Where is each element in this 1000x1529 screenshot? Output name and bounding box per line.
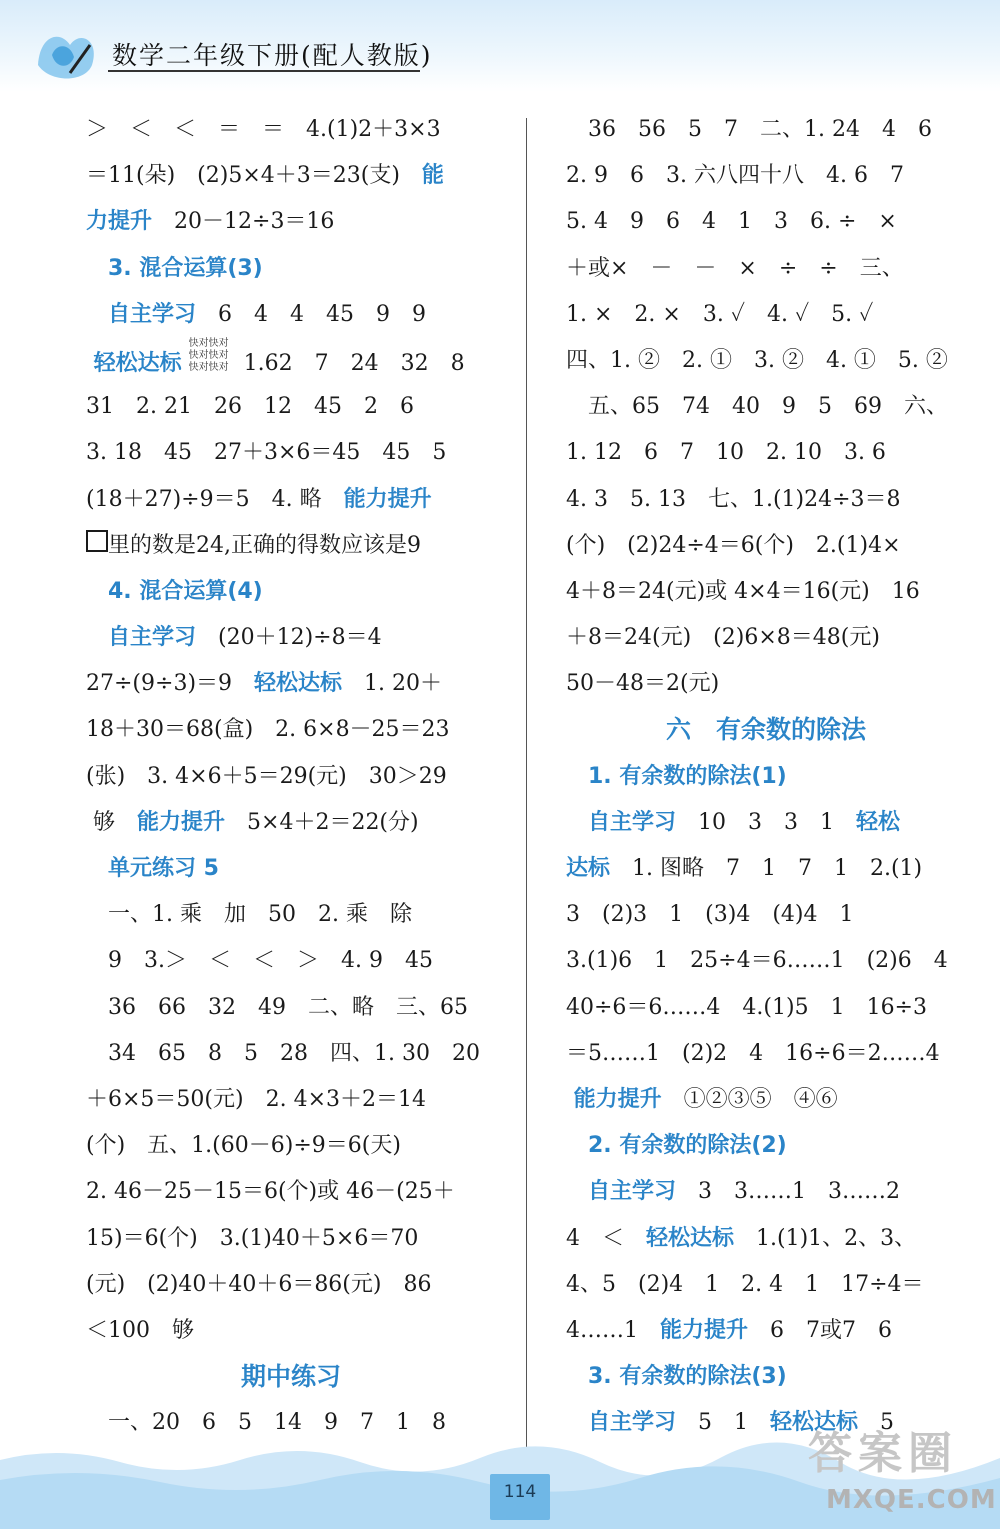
answer-text: 9 3.＞ ＜ ＜ ＞ 4. 9 45 [86,948,433,974]
answer-line [566,246,966,292]
answer-line [86,1308,496,1354]
answer-text: 四、1. ② 2. ① 3. ② 4. ① 5. ② [566,347,948,373]
answer-text: 10 3 3 1 [676,809,857,835]
section-tag: 自主学习 [86,301,197,327]
answer-text: (20＋12)÷8＝4 [196,625,382,651]
answer-text: ＝11(朵) (2)5×4＋3＝23(支) [86,163,422,189]
answer-line [86,1262,496,1308]
section-tag: 自主学习 [566,809,677,835]
answer-line [566,985,966,1031]
answer-text: ＝5……1 (2)2 4 16÷6＝2……4 [566,1040,940,1066]
answer-line [86,985,496,1031]
answer-line [566,707,966,753]
answer-line [566,1262,966,1308]
answer-text: (张) 3. 4×6＋5＝29(元) 30＞29 [86,763,447,789]
answer-line [566,661,966,707]
unit-heading: 六 有余数的除法 [665,715,866,745]
answer-line [86,199,496,245]
answer-line [566,107,966,153]
title-underline [108,70,420,72]
lesson-heading: 3. 有余数的除法(3) [566,1364,787,1390]
answer-line [86,800,496,846]
stamp-note: 快对快对快对快对快对快对 [188,337,229,373]
answer-line [86,1354,496,1400]
answer-text: 5. 4 9 6 4 1 3 6. ÷ × [566,209,897,235]
section-tag: 轻松达标 [770,1410,859,1436]
section-tag: 轻松达标 [646,1225,735,1251]
answer-text: 3 (2)3 1 (3)4 (4)4 1 [566,902,854,928]
answer-text: 4＋8＝24(元)或 4×4＝16(元) 16 [566,578,920,604]
answer-text: (个) 五、1.(60－6)÷9＝6(天) [86,1133,401,1159]
answer-text: 1.62 7 24 32 8 [236,350,465,376]
answer-text: 27÷(9÷3)＝9 [86,671,255,697]
answer-text: 3 3……1 3……2 [676,1179,901,1205]
section-tag: 能力提升 [343,486,432,512]
answer-line [86,107,496,153]
answer-line [566,615,966,661]
answer-line [86,1077,496,1123]
answer-line [566,523,966,569]
answer-text: 1. 20＋ [342,671,443,697]
answer-line [86,615,496,661]
answer-text: ＋6×5＝50(元) 2. 4×3＋2＝14 [86,1086,426,1112]
lesson-heading: 1. 有余数的除法(1) [566,763,787,789]
answer-line [86,246,496,292]
answer-line [566,1354,966,1400]
answer-text: 34 65 8 5 28 四、1. 30 20 [86,1040,480,1066]
section-tag: 自主学习 [86,625,197,651]
answer-line [566,477,966,523]
answer-text: 五、65 74 40 9 5 69 六、 [566,394,948,420]
answer-line [86,938,496,984]
answer-text: 6 7或7 6 [748,1317,893,1343]
answer-text [182,351,189,376]
answer-text: 40÷6＝6……4 4.(1)5 1 16÷3 [566,994,927,1020]
answer-line [566,892,966,938]
answer-text: 4……1 [566,1317,660,1343]
section-tag: 轻松 [856,809,901,835]
section-tag: 能 [421,163,444,189]
answer-line [566,338,966,384]
answer-line [566,199,966,245]
answer-text: 2. 46－25－15＝6(个)或 46－(25＋ [86,1179,455,1205]
answer-text: 31 2. 21 26 12 45 2 6 [86,394,414,420]
answer-line [566,846,966,892]
section-tag: 能力提升 [660,1317,749,1343]
answer-line [566,938,966,984]
watermark-logo-text: 答案圈 [808,1428,958,1479]
answer-line [566,1031,966,1077]
section-tag: 力提升 [86,209,153,235]
answer-line [86,1031,496,1077]
section-tag: 能力提升 [137,809,226,835]
answer-text: 36 66 32 49 二、略 三、65 [86,994,468,1020]
answer-line [86,477,496,523]
answer-text: ①②③⑤ ④⑥ [661,1086,838,1112]
answer-line [566,1123,966,1169]
answer-line [86,1123,496,1169]
answer-line [86,1169,496,1215]
answer-text: 1. 图略 7 1 7 1 2.(1) [610,856,923,881]
answer-line [566,430,966,476]
answer-text: 1. × 2. × 3. ✓ 4. ✓ 5. ✓ [566,301,874,327]
answer-line [566,754,966,800]
unit-heading: 期中练习 [240,1362,341,1392]
section-tag: 能力提升 [566,1086,662,1112]
answer-line [86,153,496,199]
answer-text: (18＋27)÷9＝5 4. 略 [86,486,344,512]
answer-text: 一、1. 乘 加 50 2. 乘 除 [86,902,412,928]
answer-text: 50－48＝2(元) [566,671,720,697]
lesson-heading: 3. 混合运算(3) [86,255,263,281]
left-answer-column [86,107,496,1446]
lesson-heading: 单元练习 5 [86,856,219,881]
book-title: 数学二年级下册(配人教版) [112,41,433,70]
answer-text: 6 4 4 45 9 9 [196,301,426,327]
answer-text: 4. 3 5. 13 七、1.(1)24÷3＝8 [566,486,901,512]
paint-splash-decoration-icon [30,25,110,85]
answer-line [566,1169,966,1215]
blank-box-icon [86,530,108,552]
section-tag: 自主学习 [566,1410,677,1436]
answer-line [566,153,966,199]
answer-text: 够 [86,809,137,835]
answer-text: 3.(1)6 1 25÷4＝6……1 (2)6 4 [566,948,948,974]
answer-line [86,892,496,938]
answer-line [86,754,496,800]
answer-text: 20－12÷3＝16 [152,209,335,235]
answer-line [86,661,496,707]
section-tag: 轻松达标 [254,671,343,697]
lesson-heading: 4. 混合运算(4) [86,578,263,604]
answer-text: 5×4＋2＝22(分) [225,809,419,835]
answer-text: ＋或× － － × ÷ ÷ 三、 [566,255,904,281]
answer-line [86,384,496,430]
column-divider [526,118,527,1453]
answer-line [86,569,496,615]
lesson-heading: 2. 有余数的除法(2) [566,1133,787,1159]
answer-line [566,569,966,615]
watermark-url: MXQE.COM [826,1485,997,1515]
answer-line [86,1216,496,1262]
answer-text: 3. 18 45 27＋3×6＝45 45 5 [86,440,447,466]
answer-text: 里的数是24,正确的得数应该是9 [108,532,421,558]
answer-line [566,1216,966,1262]
answer-line [566,800,966,846]
answer-line [86,707,496,753]
answer-line [86,292,496,338]
answer-text: ＋8＝24(元) (2)6×8＝48(元) [566,625,880,651]
answer-text: (个) (2)24÷4＝6(个) 2.(1)4× [566,532,901,558]
section-tag: 自主学习 [566,1179,677,1205]
section-tag: 轻松达标 [86,350,182,376]
right-answer-column [566,107,966,1446]
answer-text: 5 [858,1410,895,1436]
answer-text: 一、20 6 5 14 9 7 1 8 [86,1410,446,1436]
answer-text: ＞ ＜ ＜ ＝ ＝ 4.(1)2＋3×3 [86,117,441,142]
answer-text: 1. 12 6 7 10 2. 10 3. 6 [566,440,886,466]
answer-line [86,338,496,384]
answer-text: 15)＝6(个) 3.(1)40＋5×6＝70 [86,1225,419,1251]
answer-text: 4 ＜ [566,1225,646,1251]
answer-text: 5 1 [676,1410,771,1436]
section-tag: 达标 [566,856,611,881]
answer-line [566,1077,966,1123]
answer-text: 2. 9 6 3. 六八四十八 4. 6 7 [566,163,904,189]
answer-line [566,384,966,430]
page-number: 114 [503,1482,537,1502]
answer-line [86,846,496,892]
answer-line [86,430,496,476]
answer-line [566,292,966,338]
answer-line [566,1308,966,1354]
answer-text: 18＋30＝68(盒) 2. 6×8－25＝23 [86,717,450,743]
answer-text: 1.(1)1、2、3、 [734,1225,917,1251]
answer-line [86,523,496,569]
answer-text: 4、5 (2)4 1 2. 4 1 17÷4＝ [566,1271,924,1297]
answer-text: ＜100 够 [86,1317,194,1343]
answer-text: 36 56 5 7 二、1. 24 4 6 [566,117,932,142]
answer-text: (元) (2)40＋40＋6＝86(元) 86 [86,1271,432,1297]
